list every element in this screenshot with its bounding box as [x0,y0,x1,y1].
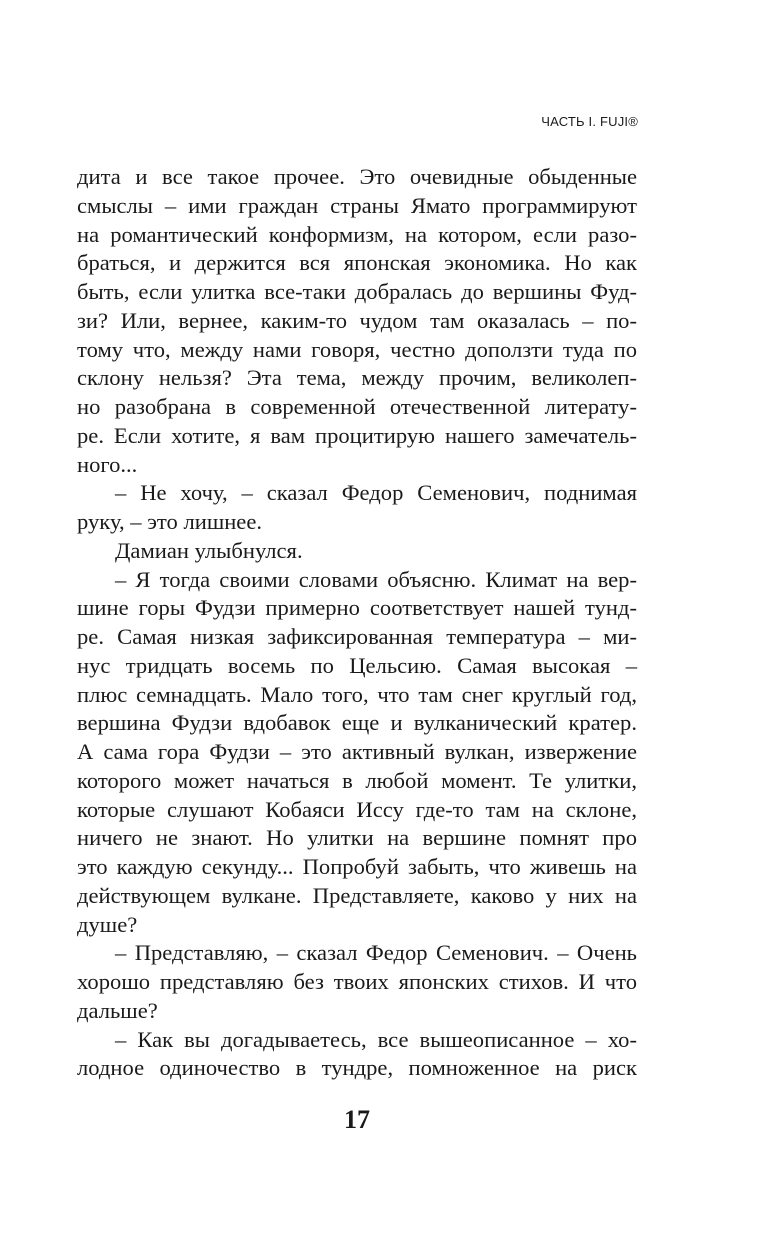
text-line: но разобрана в современной отечественной литерату- [77,394,637,419]
text-line: быть, если улитка все-таки добралась до вершины Фуд- [77,279,637,304]
text-line: ничего не знают. Но улитки на вершине помнят про [77,825,637,851]
text-line: браться, и держится вся японская экономика. Но как [77,250,637,276]
text-line: руку, – это лишнее. [77,509,263,534]
text-line: – Как вы догадываетесь, все вышеописанное – хо- [115,1026,637,1052]
text-line: – Не хочу, – сказал Федор Семенович, поднимая [115,480,637,506]
text-line: лодное одиночество в тундре, помноженное на риск [77,1055,637,1081]
text-line: тому что, между нами говоря, честно доползти туда по [77,336,637,362]
text-line: – Представляю, – сказал Федор Семенович. – Очень [115,940,637,966]
text-line: хорошо представляю без твоих японских стихов. И что [77,969,637,994]
text-line: ре. Самая низкая зафиксированная температура – ми- [77,624,637,649]
running-head: ЧАСТЬ I. FUJI® [541,114,638,129]
text-line: действующем вулкане. Представляете, каково у них на [77,882,637,908]
text-line: которого может начаться в любой момент. Те улитки, [77,767,637,793]
text-line: смыслы – ими граждан страны Ямато программируют [77,192,637,218]
text-line: нус тридцать восемь по Цельсию. Самая высокая – [77,652,637,678]
text-line: – Я тогда своими словами объясню. Климат на вер- [115,566,637,592]
text-line: А сама гора Фудзи – это активный вулкан, извержение [77,739,637,764]
text-line: зи? Или, вернее, каким-то чудом там оказалась – по- [77,307,637,333]
text-line: плюс семнадцать. Мало того, что там снег круглый год, [77,681,637,707]
text-line: ре. Если хотите, я вам процитирую нашего замечатель- [77,422,637,448]
text-line: это каждую секунду... Попробуй забыть, что живешь на [77,854,637,879]
text-line: на романтический конформизм, на котором, если разо- [77,221,637,247]
text-line: которые слушают Кобаяси Иссу где-то там на склоне, [77,796,637,822]
text-line: Дамиан улыбнулся. [115,537,303,563]
text-line: шине горы Фудзи примерно соответствует нашей тунд- [77,595,637,621]
text-line: ного... [77,451,138,477]
body-text [77,163,637,1083]
text-line: вершина Фудзи вдобавок еще и вулканический кратер. [77,710,637,736]
page-number: 17 [344,1105,370,1134]
text-line: склону нельзя? Эта тема, между прочим, великолеп- [77,365,637,391]
text-line: душе? [77,911,138,937]
text-line: дита и все такое прочее. Это очевидные обыденные [77,164,637,189]
text-line: дальше? [77,997,158,1023]
